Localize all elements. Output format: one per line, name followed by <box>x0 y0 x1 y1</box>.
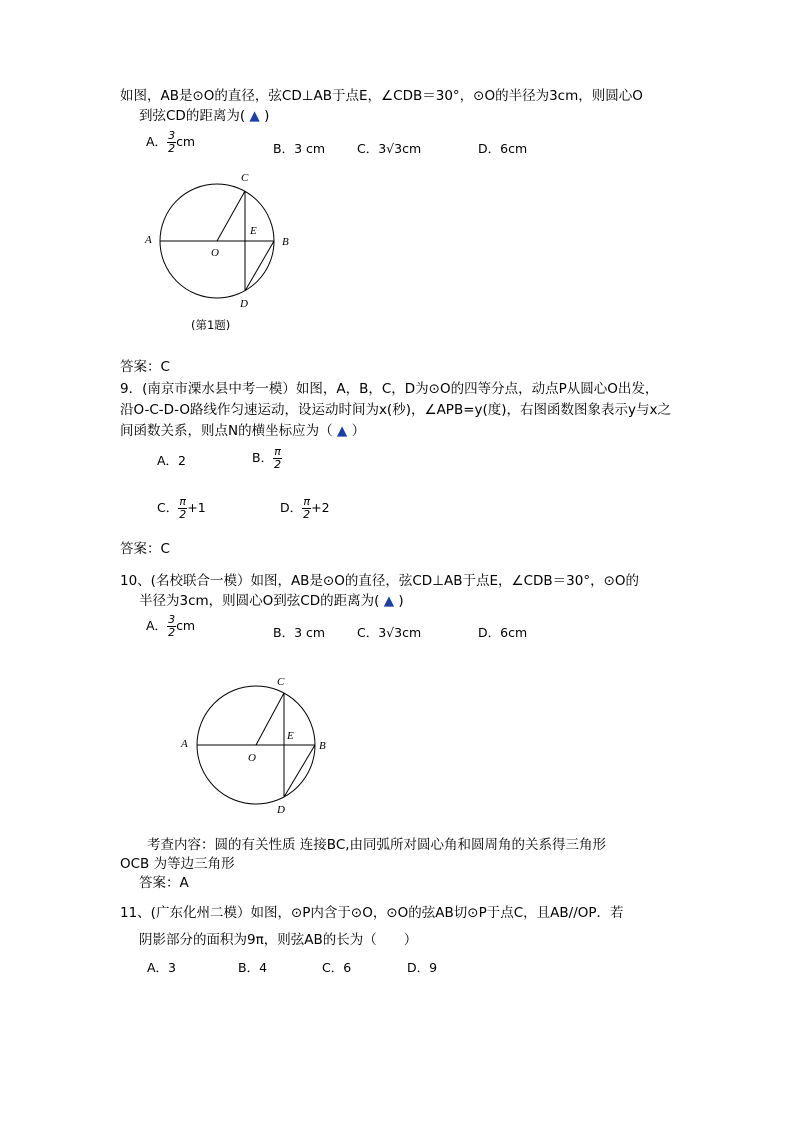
q10-segment-db <box>284 745 315 797</box>
q1-label-b: B <box>282 236 289 248</box>
q9-answer: 答案：C <box>120 541 170 557</box>
q10-label-e: E <box>287 730 294 742</box>
q10-note-line-2: OCB 为等边三角形 <box>120 856 235 872</box>
q1-option-a-unit: cm <box>176 134 196 149</box>
q1-label-d: D <box>240 298 248 310</box>
q11-line-2: 阴影部分的面积为9π，则弦AB的长为（ ） <box>139 932 418 948</box>
q1-option-c: C．3√3cm <box>357 141 422 156</box>
q11-option-a: A．3 <box>147 960 177 975</box>
q1-answer: 答案：C <box>120 359 170 375</box>
q1-segment-oc <box>217 191 245 241</box>
q10-label-d: D <box>277 804 285 816</box>
q1-line-2 <box>139 107 269 125</box>
q10-option-a-fraction: $\frac{3}{2}$ <box>168 613 176 639</box>
q9-option-a: A．2 <box>157 453 187 468</box>
q11-line-1: 11、(广东化州二模）如图，⊙P内含于⊙O，⊙O的弦AB切⊙P于点C，且AB//OP．若 <box>120 905 624 921</box>
q10-answer: 答案：A <box>139 875 189 891</box>
q9-line-2: 沿O-C-D-O路线作匀速运动，设运动时间为x(秒)，∠APB=y(度)，右图函数图象表示y与x之 <box>120 402 672 418</box>
q9-line-1: 9．(南京市溧水县中考一模）如图，A，B，C，D为⊙O的四等分点，动点P从圆心O出发， <box>120 381 659 397</box>
q10-label-o: O <box>248 752 256 764</box>
q10-line-2-close: ) <box>398 593 404 609</box>
q1-option-a <box>146 130 195 155</box>
q1-label-a: A <box>145 234 152 246</box>
q10-line-2-text: 半径为3cm，则圆心O到弦CD的距离为( <box>139 593 380 609</box>
q11-option-d: D．9 <box>407 960 438 975</box>
q9-option-c-fraction: $\frac{\pi}{2}$ <box>179 495 187 521</box>
q9-line-3-text: 间函数关系，则点N的横坐标应为（ <box>120 423 333 439</box>
q10-option-d: D．6cm <box>478 625 528 640</box>
q10-option-a-unit: cm <box>176 618 196 633</box>
q10-circle-figure <box>176 672 341 822</box>
q10-option-a <box>146 614 195 639</box>
q10-label-b: B <box>319 740 326 752</box>
q10-label-c: C <box>277 676 285 688</box>
triangle-marker-icon: ▲ <box>383 593 395 609</box>
q9-line-3 <box>120 422 365 440</box>
q1-option-d: D．6cm <box>478 141 528 156</box>
q9-option-d: D． $\frac{\pi}{2}$ +2 <box>280 495 330 521</box>
q1-line-2-close: ) <box>264 108 270 124</box>
q10-option-b: B．3 cm <box>273 625 326 640</box>
q1-label-c: C <box>241 172 249 184</box>
q1-figure-caption: (第1题) <box>191 318 231 332</box>
q10-option-a-label: A． <box>146 618 168 633</box>
q1-option-a-fraction: $\frac{3}{2}$ <box>168 129 176 155</box>
q9-line-3-close: ） <box>351 423 366 439</box>
q1-segment-db <box>245 241 274 291</box>
q9-option-b: B． $\frac{\pi}{2}$ <box>252 445 282 471</box>
q1-line-2-text: 到弦CD的距离为( <box>139 108 246 124</box>
q10-label-a: A <box>181 738 188 750</box>
triangle-marker-icon: ▲ <box>249 108 260 124</box>
q1-line-1: 如图，AB是⊙O的直径，弦CD⊥AB于点E，∠CDB＝30°，⊙O的半径为3cm，则圆心O <box>120 88 643 104</box>
q1-option-a-label: A． <box>146 134 168 149</box>
triangle-marker-icon: ▲ <box>336 423 348 439</box>
q10-line-1: 10、(名校联合一模）如图，AB是⊙O的直径，弦CD⊥AB于点E，∠CDB＝30°，⊙O的 <box>120 573 640 589</box>
q10-note-line-1: 考查内容：圆的有关性质 连接BC,由同弧所对圆心角和圆周角的关系得三角形 <box>147 837 607 853</box>
q1-label-e: E <box>250 225 257 237</box>
q10-line-2 <box>139 592 404 610</box>
q1-option-b: B．3 cm <box>273 141 326 156</box>
q10-segment-oc <box>256 693 284 745</box>
q10-option-c: C．3√3cm <box>357 625 422 640</box>
q11-option-c: C．6 <box>322 960 352 975</box>
q9-option-c: C． $\frac{\pi}{2}$ +1 <box>157 495 206 521</box>
q1-circle-figure <box>140 168 290 318</box>
q11-option-b: B．4 <box>238 960 268 975</box>
q9-option-d-fraction: $\frac{\pi}{2}$ <box>303 495 311 521</box>
q1-label-o: O <box>211 247 219 259</box>
q9-option-b-fraction: $\frac{\pi}{2}$ <box>274 445 282 471</box>
